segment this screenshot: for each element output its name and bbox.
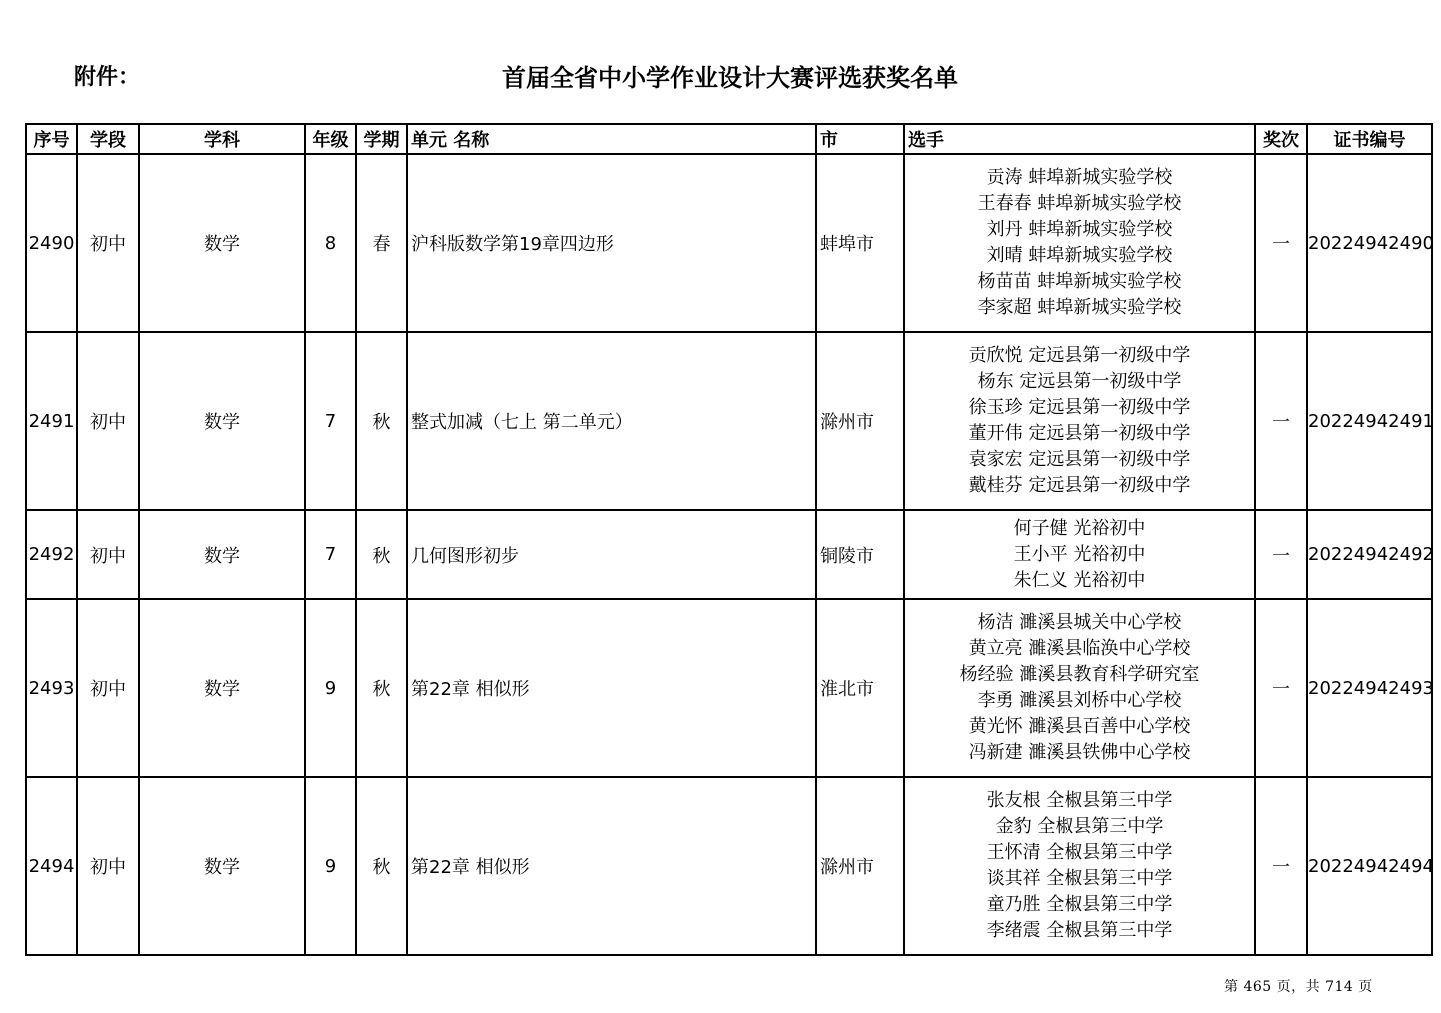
cell-term: 秋 — [356, 599, 407, 777]
player-entry: 李勇 濉溪县刘桥中心学校 — [977, 690, 1182, 711]
cell-players — [904, 332, 1255, 510]
player-entry: 刘晴 蚌埠新城实验学校 — [986, 245, 1173, 266]
cell-cert: 20224942493 — [1307, 599, 1432, 777]
player-entry: 刘丹 蚌埠新城实验学校 — [986, 219, 1173, 240]
player-entry: 杨洁 濉溪县城关中心学校 — [977, 612, 1182, 633]
cell-grade: 9 — [305, 599, 356, 777]
player-entry: 杨东 定远县第一初级中学 — [977, 371, 1182, 392]
cell-city: 铜陵市 — [816, 510, 904, 599]
player-entry: 贡涛 蚌埠新城实验学校 — [986, 167, 1173, 188]
player-entry: 袁家宏 定远县第一初级中学 — [968, 449, 1191, 470]
cell-subject: 数学 — [139, 154, 305, 332]
table-row — [26, 599, 1432, 777]
player-entry: 戴桂芬 定远县第一初级中学 — [968, 475, 1191, 496]
award-table — [25, 123, 1433, 956]
column-header: 学期 — [356, 124, 407, 154]
page-number: 第 465 页，共 714 页 — [1224, 979, 1373, 995]
cell-no: 2494 — [26, 777, 77, 955]
player-entry: 朱仁义 光裕初中 — [1013, 569, 1146, 591]
player-entry: 黄立亮 濉溪县临涣中心学校 — [968, 638, 1191, 659]
cell-unit: 第22章 相似形 — [407, 777, 816, 955]
cell-cert: 20224942491 — [1307, 332, 1432, 510]
cell-term: 秋 — [356, 510, 407, 599]
cell-term: 春 — [356, 154, 407, 332]
cell-city: 滁州市 — [816, 777, 904, 955]
column-header: 奖次 — [1255, 124, 1307, 154]
player-entry: 李绪震 全椒县第三中学 — [986, 920, 1173, 941]
player-entry: 徐玉珍 定远县第一初级中学 — [968, 397, 1191, 418]
table-row — [26, 777, 1432, 955]
cell-subject: 数学 — [139, 777, 305, 955]
column-header: 单元 名称 — [407, 124, 816, 154]
cell-stage: 初中 — [77, 777, 139, 955]
attachment-label: 附件： — [74, 65, 141, 90]
player-entry: 杨经验 濉溪县教育科学研究室 — [959, 664, 1200, 685]
player-entry: 黄光怀 濉溪县百善中心学校 — [968, 716, 1191, 737]
cell-term: 秋 — [356, 332, 407, 510]
cell-award: 一 — [1255, 154, 1307, 332]
column-header: 选手 — [904, 124, 1255, 154]
player-entry: 李家超 蚌埠新城实验学校 — [977, 297, 1182, 318]
cell-grade: 9 — [305, 777, 356, 955]
cell-no: 2490 — [26, 154, 77, 332]
cell-grade: 7 — [305, 510, 356, 599]
player-entry: 谈其祥 全椒县第三中学 — [986, 868, 1173, 889]
cell-players — [904, 777, 1255, 955]
player-entry: 王春春 蚌埠新城实验学校 — [977, 193, 1182, 214]
column-header: 市 — [816, 124, 904, 154]
cell-cert: 20224942492 — [1307, 510, 1432, 599]
table-header-row — [26, 124, 1432, 154]
cell-city: 蚌埠市 — [816, 154, 904, 332]
column-header: 年级 — [305, 124, 356, 154]
column-header: 证书编号 — [1307, 124, 1432, 154]
player-entry: 金豹 全椒县第三中学 — [995, 816, 1164, 837]
column-header: 学段 — [77, 124, 139, 154]
cell-subject: 数学 — [139, 599, 305, 777]
cell-stage: 初中 — [77, 510, 139, 599]
player-entry: 冯新建 濉溪县铁佛中心学校 — [968, 742, 1191, 763]
cell-no: 2492 — [26, 510, 77, 599]
cell-unit: 沪科版数学第19章四边形 — [407, 154, 816, 332]
cell-unit: 整式加减（七上 第二单元） — [407, 332, 816, 510]
player-entry: 王怀清 全椒县第三中学 — [986, 842, 1173, 863]
cell-subject: 数学 — [139, 510, 305, 599]
player-entry: 童乃胜 全椒县第三中学 — [986, 894, 1173, 915]
cell-award: 一 — [1255, 777, 1307, 955]
column-header: 学科 — [139, 124, 305, 154]
cell-award: 一 — [1255, 599, 1307, 777]
table-row — [26, 154, 1432, 332]
cell-cert: 20224942494 — [1307, 777, 1432, 955]
cell-term: 秋 — [356, 777, 407, 955]
cell-stage: 初中 — [77, 154, 139, 332]
cell-stage: 初中 — [77, 332, 139, 510]
cell-cert: 20224942490 — [1307, 154, 1432, 332]
player-entry: 董开伟 定远县第一初级中学 — [968, 423, 1191, 444]
cell-no: 2493 — [26, 599, 77, 777]
cell-grade: 8 — [305, 154, 356, 332]
cell-players — [904, 510, 1255, 599]
cell-unit: 第22章 相似形 — [407, 599, 816, 777]
cell-players — [904, 154, 1255, 332]
player-entry: 王小平 光裕初中 — [1013, 543, 1146, 565]
cell-subject: 数学 — [139, 332, 305, 510]
cell-award: 一 — [1255, 332, 1307, 510]
cell-city: 滁州市 — [816, 332, 904, 510]
column-header: 序号 — [26, 124, 77, 154]
page-title: 首届全省中小学作业设计大赛评选获奖名单 — [502, 64, 958, 92]
cell-unit: 几何图形初步 — [407, 510, 816, 599]
player-entry: 张友根 全椒县第三中学 — [986, 790, 1173, 811]
cell-city: 淮北市 — [816, 599, 904, 777]
cell-players — [904, 599, 1255, 777]
cell-stage: 初中 — [77, 599, 139, 777]
player-entry: 贡欣悦 定远县第一初级中学 — [968, 345, 1191, 366]
table-row — [26, 332, 1432, 510]
table-row — [26, 510, 1432, 599]
cell-no: 2491 — [26, 332, 77, 510]
cell-grade: 7 — [305, 332, 356, 510]
player-entry: 何子健 光裕初中 — [1013, 517, 1146, 539]
player-entry: 杨苗苗 蚌埠新城实验学校 — [977, 271, 1182, 292]
cell-award: 一 — [1255, 510, 1307, 599]
